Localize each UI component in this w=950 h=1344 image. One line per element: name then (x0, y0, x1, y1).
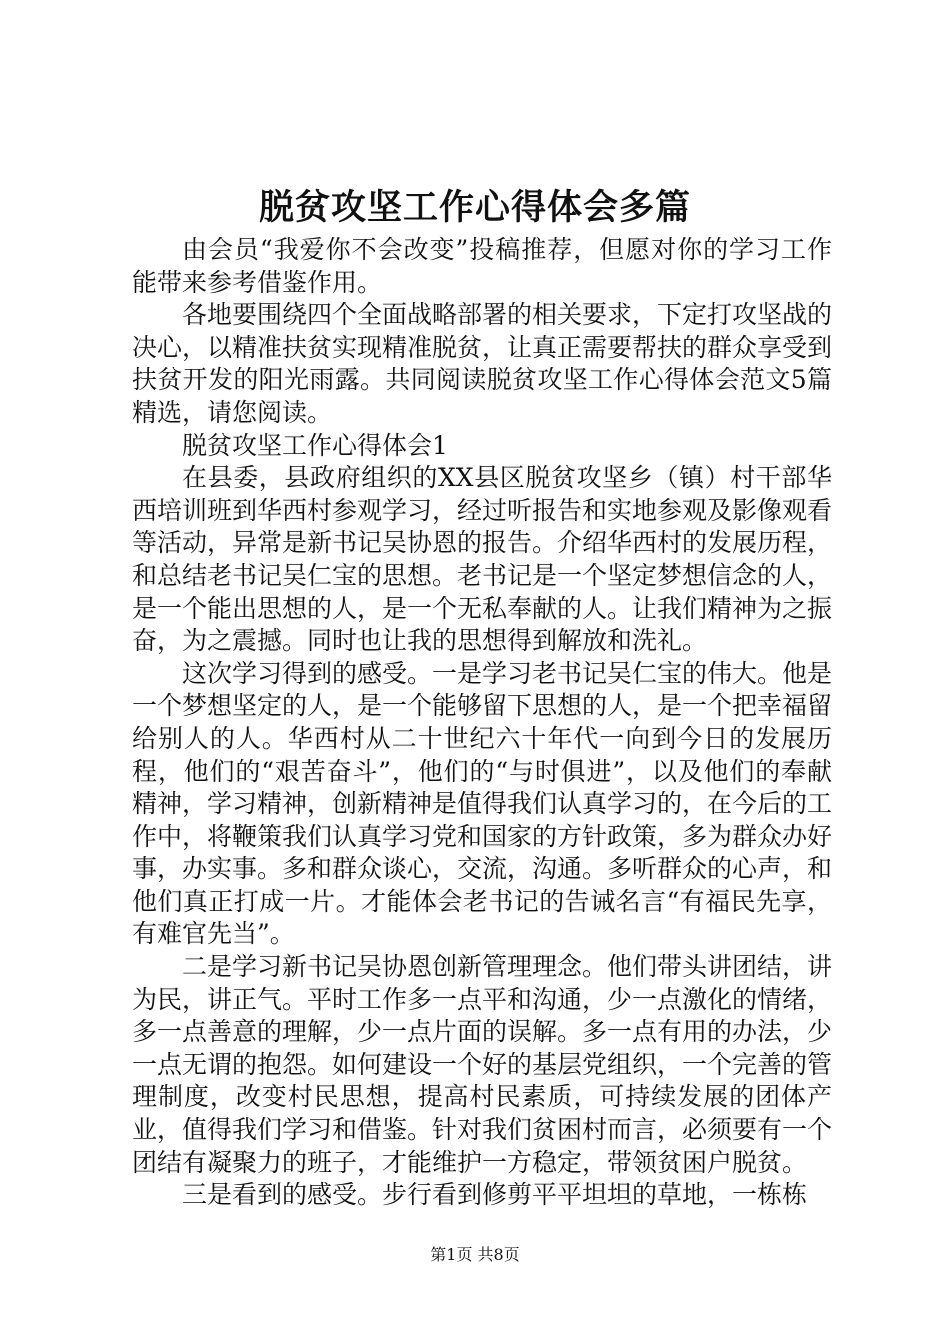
document-title: 脱贫攻坚工作心得体会多篇 (258, 188, 691, 228)
paragraph-summary: 各地要围绕四个全面战略部署的相关要求，下定打攻坚战的决心，以精准扶贫实现精准脱贫，让真正需要帮扶的群众享受到扶贫开发的阳光雨露。共同阅读脱贫攻坚工作心得体会范文5篇精选，请您阅读。 (132, 300, 833, 427)
paragraph-body: 这次学习得到的感受。一是学习老书记吴仁宝的伟大。他是一个梦想坚定的人，是一个能够留下思想的人，是一个把幸福留给别人的人。华西村从二十世纪六十年代一向到今日的发展历程，他们的“艰苦奋斗”，他们的“与时俱进”，以及他们的奉献精神，学习精神，创新精神是值得我们认真学习的，在今后的工作中，将鞭策我们认真学习党和国家的方针政策，多为群众办好事，办实事。多和群众谈心，交流，沟通。多听群众的心声，和他们真正打成一片。才能体会老书记的告诫名言“有福民先享，有难官先当”。 (132, 658, 833, 949)
paragraph-body: 二是学习新书记吴协恩创新管理理念。他们带头讲团结，讲为民，讲正气。平时工作多一点平和沟通，少一点激化的情绪，多一点善意的理解，少一点片面的误解。多一点有用的办法，少一点无谓的抱怨。如何建设一个好的基层党组织，一个完善的管理制度，改变村民思想，提高村民素质，可持续发展的团体产业，值得我们学习和借鉴。针对我们贫困村而言，必须要有一个团结有凝聚力的班子，才能维护一方稳定，带领贫困户脱贫。 (132, 952, 833, 1177)
paragraph-body: 在县委，县政府组织的XX县区脱贫攻坚乡（镇）村干部华西培训班到华西村参观学习，经过听报告和实地参观及影像观看等活动，异常是新书记吴协恩的报告。介绍华西村的发展历程，和总结老书记吴仁宝的思想。老书记是一个坚定梦想信念的人，是一个能出思想的人，是一个无私奉献的人。让我们精神为之振奋，为之震撼。同时也让我的思想得到解放和洗礼。 (132, 463, 833, 656)
paragraph-intro: 由会员“我爱你不会改变”投稿推荐，但愿对你的学习工作能带来参考借鉴作用。 (132, 235, 832, 297)
paragraph-body: 三是看到的感受。步行看到修剪平平坦坦的草地，一栋栋 (182, 1180, 808, 1210)
page-number-footer: 第1页 共8页 (430, 1245, 520, 1264)
section-heading: 脱贫攻坚工作心得体会1 (182, 430, 448, 460)
document-body (132, 234, 832, 1212)
